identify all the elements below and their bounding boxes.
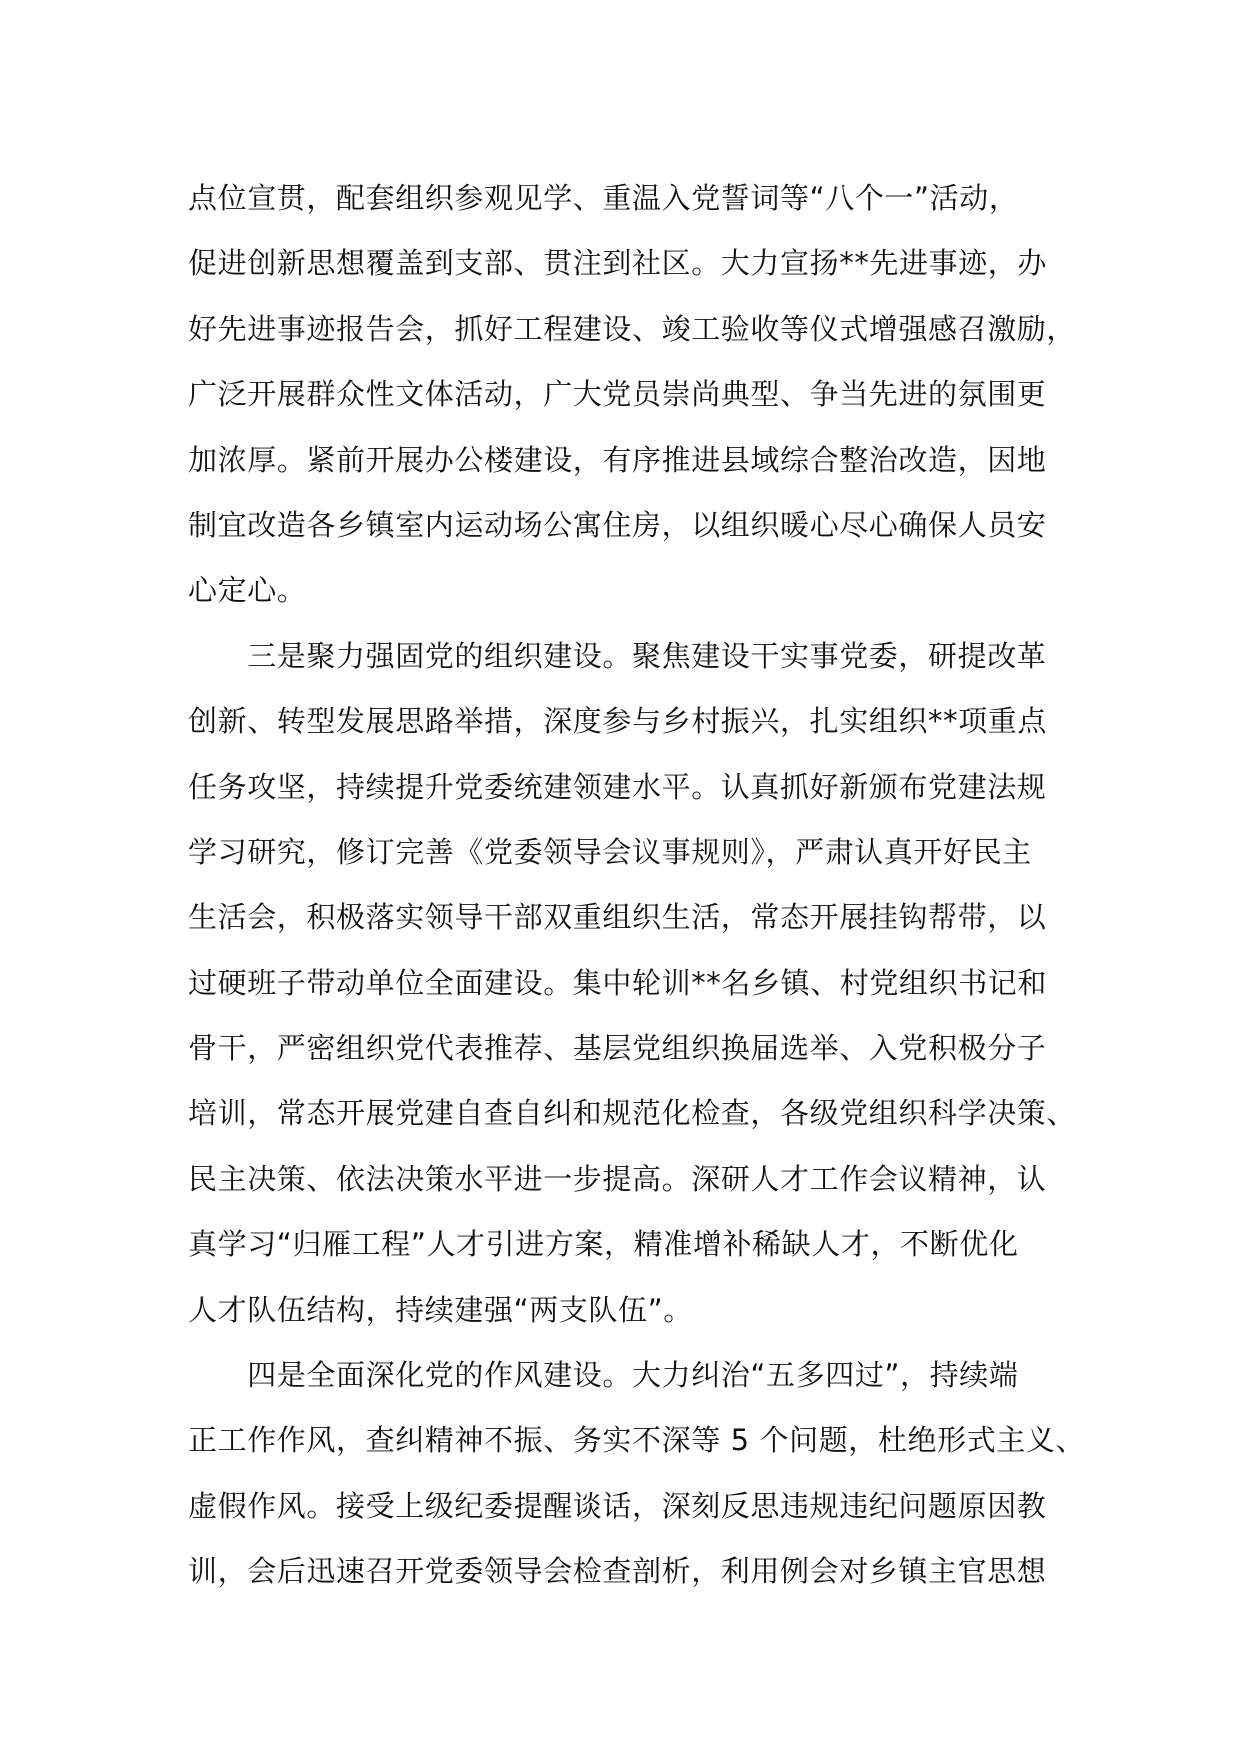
text-line: 广泛开展群众性文体活动，广大党员崇尚典型、争当先进的氛围更 [188, 377, 1047, 412]
text-line: 生活会，积极落实领导干部双重组织生活，常态开展挂钩帮带，以 [188, 900, 1047, 935]
text-line: 学习研究，修订完善《党委领导会议事规则》，严肃认真开好民主 [188, 834, 1032, 869]
body-text [188, 166, 1086, 1605]
paragraph-heading-line: 四是全面深化党的作风建设。大力纠治“五多四过”，持续端 [188, 1358, 1019, 1393]
text-line: 创新、转型发展思路举措，深度参与乡村振兴，扎实组织**项重点 [188, 704, 1048, 739]
text-line: 任务攻坚，持续提升党委统建领建水平。认真抓好新颁布党建法规 [188, 769, 1047, 804]
text-line: 培训，常态开展党建自查自纠和规范化检查，各级党组织科学决策、 [188, 1096, 1077, 1131]
text-line: 过硬班子带动单位全面建设。集中轮训**名乡镇、村党组织书记和 [188, 965, 1048, 1000]
text-line: 好先进事迹报告会，抓好工程建设、竣工验收等仪式增强感召激励， [188, 311, 1077, 346]
text-line: 制宜改造各乡镇室内运动场公寓住房，以组织暖心尽心确保人员安 [188, 507, 1047, 542]
text-line: 真学习“归雁工程”人才引进方案，精准增补稀缺人才，不断优化 [188, 1227, 1019, 1262]
text-line: 心定心。 [188, 573, 307, 608]
text-line: 正工作作风，查纠精神不振、务实不深等 5 个问题，杜绝形式主义、 [188, 1423, 1086, 1458]
text-line: 民主决策、依法决策水平进一步提高。深研人才工作会议精神，认 [188, 1161, 1047, 1196]
text-line: 人才队伍结构，持续建强“两支队伍”。 [188, 1292, 693, 1327]
text-line: 骨干，严密组织党代表推荐、基层党组织换届选举、入党积极分子 [188, 1031, 1047, 1066]
text-line: 促进创新思想覆盖到支部、贯注到社区。大力宣扬**先进事迹，办 [188, 246, 1048, 281]
text-line: 虚假作风。接受上级纪委提醒谈话，深刻反思违规违纪问题原因教 [188, 1488, 1047, 1523]
paragraph-heading-line: 三是聚力强固党的组织建设。聚焦建设干实事党委，研提改革 [188, 638, 1047, 673]
text-line: 点位宣贯，配套组织参观见学、重温入党誓词等“八个一”活动， [188, 181, 1019, 215]
text-line: 加浓厚。紧前开展办公楼建设，有序推进县域综合整治改造，因地 [188, 442, 1047, 477]
text-line: 训，会后迅速召开党委领导会检查剖析，利用例会对乡镇主官思想 [188, 1554, 1047, 1589]
